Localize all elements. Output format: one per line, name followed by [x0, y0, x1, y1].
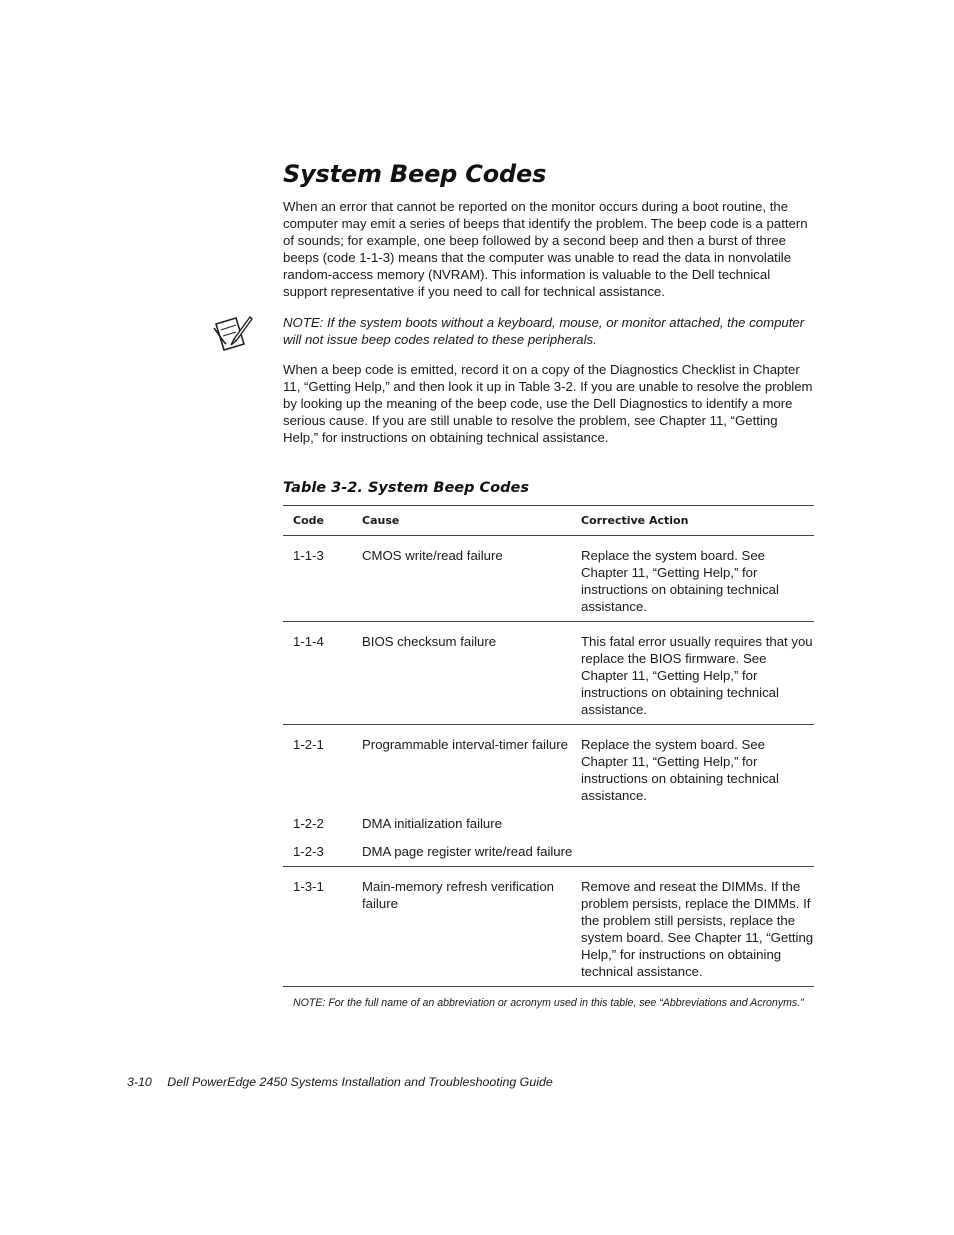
table-note: NOTE: For the full name of an abbreviation or acronym used in this table, see “Abbreviations and Acronyms.”: [293, 997, 804, 1009]
row-code: 1-2-1: [293, 737, 324, 752]
row-action: Replace the system board. See Chapter 11, “Getting Help,” for instructions on obtaining technical assistance.: [581, 737, 779, 803]
table-row: [283, 804, 814, 832]
row-code: 1-2-2: [293, 816, 324, 831]
beep-codes-table: [283, 505, 814, 987]
row-action: [581, 832, 814, 867]
footer-title: Dell PowerEdge 2450 Systems Installation and Troubleshooting Guide: [167, 1075, 553, 1089]
diagnostics-paragraph: When a beep code is emitted, record it on a copy of the Diagnostics Checklist in Chapter 11, “Getting Help,” and then look it up in Table 3-2. If you are unable to resolve the problem by looking up the meaning of the beep code, use the Dell Diagnostics to identify a more serious cause. If you are still unable to resolve the problem, see Chapter 11, “Getting Help,” for instructions on obtaining technical assistance.: [283, 362, 813, 445]
row-action: [581, 804, 814, 832]
table-row: [283, 622, 814, 725]
table-row: [283, 725, 814, 805]
row-cause: Main-memory refresh verification failure: [362, 867, 581, 987]
row-code: 1-1-4: [283, 622, 362, 725]
header-code: Code: [283, 506, 362, 536]
page-title: System Beep Codes: [283, 160, 547, 188]
row-action: Remove and reseat the DIMMs. If the problem persists, replace the DIMMs. If the problem still persists, replace the system board. See Chapter 11, “Getting Help,” for instructions on obtaining technical assistance.: [581, 867, 814, 987]
row-cause: DMA page register write/read failure: [362, 832, 581, 867]
row-cause: CMOS write/read failure: [362, 536, 581, 622]
row-cause: DMA initialization failure: [362, 816, 502, 831]
table-header-row: [283, 506, 814, 536]
page-footer: [127, 1075, 553, 1089]
row-code: 1-3-1: [283, 867, 362, 987]
row-action: This fatal error usually requires that you replace the BIOS firmware. See Chapter 11, “Getting Help,” for instructions on obtaining technical assistance.: [581, 622, 814, 725]
table-row: [283, 832, 814, 867]
row-code: 1-1-3: [283, 536, 362, 622]
page-number: 3-10: [127, 1075, 152, 1089]
intro-paragraph: When an error that cannot be reported on the monitor occurs during a boot routine, the computer may emit a series of beeps that identify the problem. The beep code is a pattern of sounds; for example, one beep followed by a second beep and then a burst of three beeps (code 1-1-3) means that the computer was unable to read the data in nonvolatile random-access memory (NVRAM). This information is valuable to the Dell technical support representative if you need to call for technical assistance.: [283, 199, 808, 299]
note-pencil-icon: [212, 314, 254, 354]
header-action: Corrective Action: [581, 506, 814, 536]
table-row: [283, 867, 814, 987]
note-text: NOTE: If the system boots without a keyboard, mouse, or monitor attached, the computer will not issue beep codes related to these peripherals.: [283, 315, 805, 347]
row-cause: Programmable interval-timer failure: [362, 737, 568, 752]
header-cause: Cause: [362, 506, 581, 536]
row-action: Replace the system board. See Chapter 11, “Getting Help,” for instructions on obtaining technical assistance.: [581, 536, 814, 622]
table-row: [283, 536, 814, 622]
table-caption: Table 3-2. System Beep Codes: [283, 480, 529, 496]
row-cause: BIOS checksum failure: [362, 622, 581, 725]
row-code: 1-2-3: [283, 832, 362, 867]
